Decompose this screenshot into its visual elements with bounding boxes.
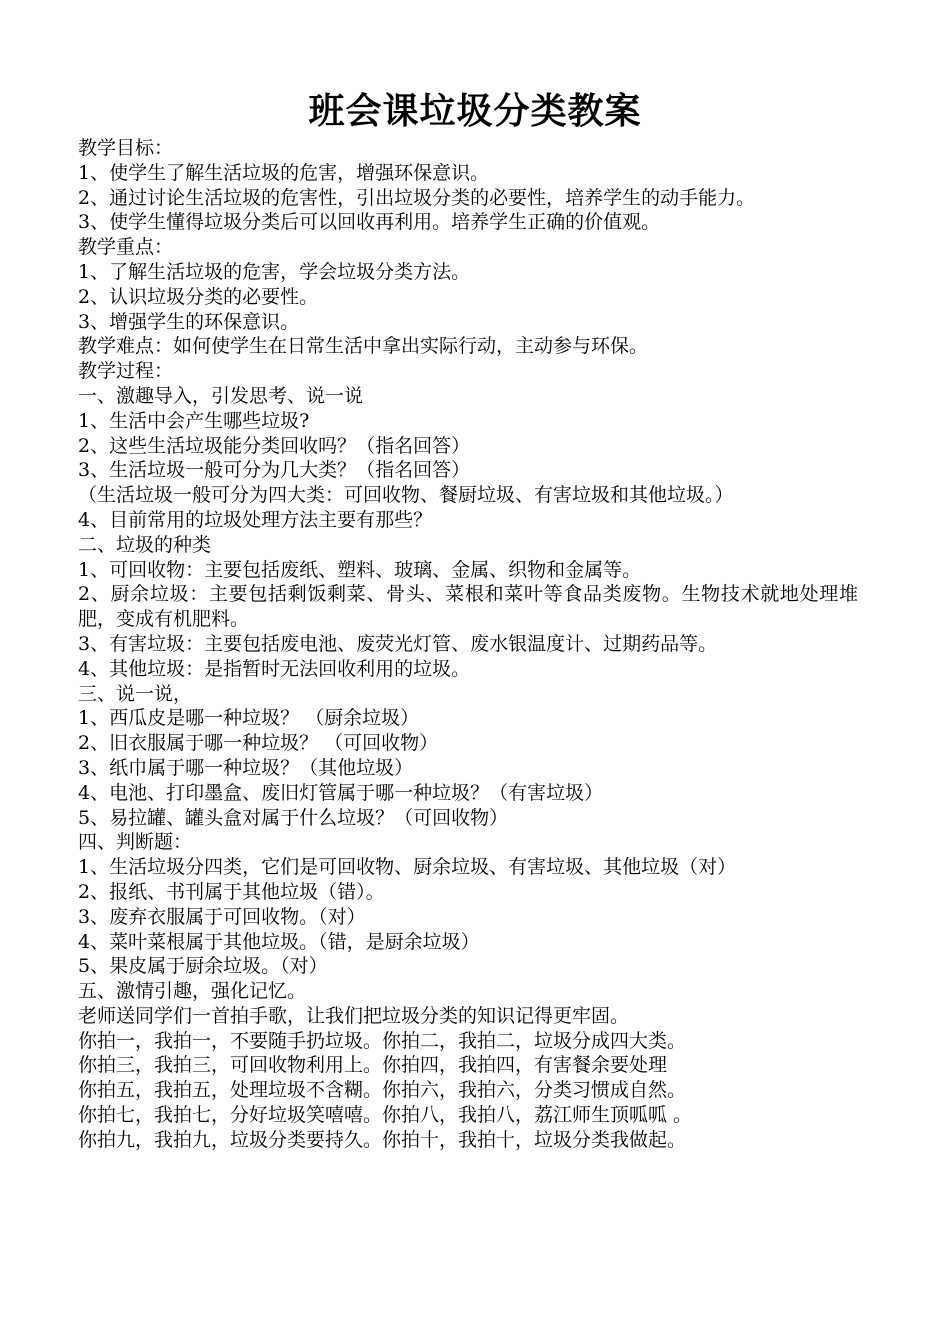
text-line: 4、其他垃圾：是指暂时无法回收利用的垃圾。 bbox=[78, 657, 471, 680]
text-line: （生活垃圾一般可分为四大类：可回收物、餐厨垃圾、有害垃圾和其他垃圾。） bbox=[78, 484, 734, 507]
text-line: 3、增强学生的环保意识。 bbox=[78, 310, 300, 333]
document-body bbox=[78, 136, 858, 1153]
text-line: 二、垃圾的种类 bbox=[78, 533, 212, 556]
text-line: 3、生活垃圾一般可分为几大类？（指名回答） bbox=[78, 459, 471, 482]
text-line: 2、报纸、书刊属于其他垃圾（错）。 bbox=[78, 880, 385, 903]
text-line: 2、这些生活垃圾能分类回收吗？（指名回答） bbox=[78, 434, 471, 457]
text-line: 4、目前常用的垃圾处理方法主要有那些？ bbox=[78, 508, 433, 531]
text-line: 3、纸巾属于哪一种垃圾？（其他垃圾） bbox=[78, 756, 414, 779]
text-line: 3、有害垃圾：主要包括废电池、废荧光灯管、废水银温度计、过期药品等。 bbox=[78, 632, 718, 655]
text-line: 你拍九，我拍九，垃圾分类要持久。你拍十，我拍十，垃圾分类我做起。 bbox=[78, 1128, 687, 1151]
text-line: 4、电池、打印墨盒、废旧灯管属于哪一种垃圾？（有害垃圾） bbox=[78, 781, 604, 804]
text-line: 4、菜叶菜根属于其他垃圾。（错，是厨余垃圾） bbox=[78, 930, 480, 953]
text-line: 三、说一说， bbox=[78, 682, 193, 705]
text-line: 5、果皮属于厨余垃圾。（对） bbox=[78, 955, 328, 978]
text-line: 2、认识垃圾分类的必要性。 bbox=[78, 285, 319, 308]
text-line: 1、生活垃圾分四类，它们是可回收物、厨余垃圾、有害垃圾、其他垃圾（对） bbox=[78, 856, 737, 879]
text-line: 3、废弃衣服属于可回收物。（对） bbox=[78, 905, 366, 928]
text-line: 2、通过讨论生活垃圾的危害性，引出垃圾分类的必要性，培养学生的动手能力。 bbox=[78, 186, 756, 209]
text-line: 1、西瓜皮是哪一种垃圾？ （厨余垃圾） bbox=[78, 707, 420, 730]
text-line: 1、生活中会产生哪些垃圾? bbox=[78, 409, 310, 432]
text-line: 2、旧衣服属于哪一种垃圾？ （可回收物） bbox=[78, 732, 439, 755]
text-line: 老师送同学们一首拍手歌，让我们把垃圾分类的知识记得更牢固。 bbox=[78, 1004, 630, 1027]
text-line: 五、激情引趣，强化记忆。 bbox=[78, 980, 307, 1003]
text-line: 教学目标： bbox=[78, 137, 174, 159]
document-title: 班会课垃圾分类教案 bbox=[308, 90, 642, 132]
text-line: 一、激趣导入，引发思考、说一说 bbox=[78, 384, 364, 407]
text-line: 你拍七，我拍七，分好垃圾笑嘻嘻。你拍八，我拍八，荔江师生顶呱呱 。 bbox=[78, 1104, 693, 1127]
text-line: 你拍三，我拍三，可回收物利用上。你拍四，我拍四，有害餐余要处理 bbox=[78, 1054, 668, 1077]
text-line: 四、判断题： bbox=[78, 831, 193, 854]
text-line: 教学难点：如何使学生在日常生活中拿出实际行动，主动参与环保。 bbox=[78, 335, 649, 358]
text-line: 3、使学生懂得垃圾分类后可以回收再利用。培养学生正确的价值观。 bbox=[78, 211, 661, 234]
text-line: 1、可回收物：主要包括废纸、塑料、玻璃、金属、织物和金属等。 bbox=[78, 558, 642, 581]
text-line: 2、厨余垃圾：主要包括剩饭剩菜、骨头、菜根和菜叶等食品类废物。生物技术就地处理堆肥，变成有机肥料。 bbox=[78, 583, 858, 631]
text-line: 1、使学生了解生活垃圾的危害，增强环保意识。 bbox=[78, 161, 490, 184]
text-line: 你拍一，我拍一，不要随手扔垃圾。你拍二，我拍二，垃圾分成四大类。 bbox=[78, 1029, 687, 1052]
text-line: 教学过程： bbox=[78, 360, 174, 383]
text-line: 1、了解生活垃圾的危害，学会垃圾分类方法。 bbox=[78, 260, 471, 283]
text-line: 教学重点： bbox=[78, 236, 174, 259]
text-line: 5、易拉罐、罐头盒对属于什么垃圾？（可回收物） bbox=[78, 806, 509, 829]
text-line: 你拍五，我拍五，处理垃圾不含糊。你拍六，我拍六，分类习惯成自然。 bbox=[78, 1079, 687, 1102]
